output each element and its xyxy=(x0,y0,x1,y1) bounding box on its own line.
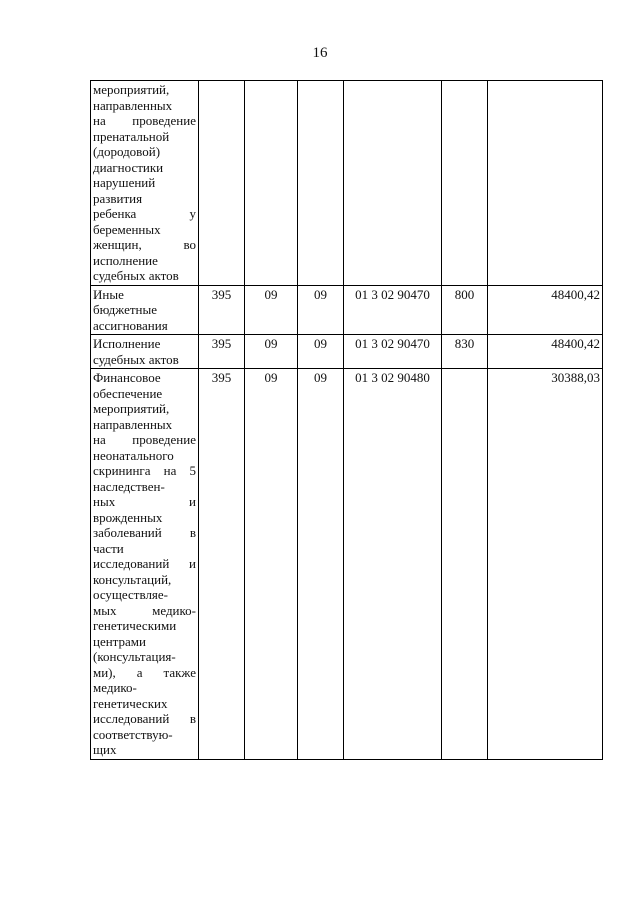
description-line: судебных актов xyxy=(93,351,179,367)
description-line: ных и xyxy=(93,494,196,509)
cell-gr: 395 xyxy=(199,369,245,760)
cell-amount: 48400,42 xyxy=(488,335,603,369)
description-line: исследований в xyxy=(93,711,196,726)
description-line: части xyxy=(93,540,124,556)
description-line: женщин, во xyxy=(93,237,196,252)
description-line: исполнение xyxy=(93,252,158,268)
description-line: Финансовое xyxy=(93,370,161,385)
cell-rz xyxy=(245,81,298,286)
cell-vr xyxy=(442,81,488,286)
row-description xyxy=(91,335,199,369)
description-line: диагностики xyxy=(93,159,164,175)
description-line: судебных актов xyxy=(93,268,179,283)
cell-pr: 09 xyxy=(298,285,344,335)
budget-table xyxy=(90,80,603,760)
description-line: обеспечение xyxy=(93,385,163,401)
description-line: неонатального xyxy=(93,447,174,463)
table-row xyxy=(91,335,603,369)
description-line: осуществляе- xyxy=(93,587,169,602)
cell-pr: 09 xyxy=(298,335,344,369)
cell-rz: 09 xyxy=(245,369,298,760)
row-description xyxy=(91,81,199,286)
description-line: ребенка у xyxy=(93,206,196,221)
description-line: мероприятий, xyxy=(93,401,170,416)
table-row xyxy=(91,369,603,760)
description-line: (консультация- xyxy=(93,649,176,664)
description-line: медико- xyxy=(93,680,137,695)
description-line: нарушений xyxy=(93,175,156,190)
cell-pr xyxy=(298,81,344,286)
table-row xyxy=(91,81,603,286)
description-line: ми), а также xyxy=(93,664,196,680)
cell-amount: 30388,03 xyxy=(488,369,603,760)
cell-csr: 01 3 02 90480 xyxy=(344,369,442,760)
table-row xyxy=(91,285,603,335)
description-line: ассигнования xyxy=(93,317,168,333)
description-line: Иные xyxy=(93,286,124,302)
description-line: центрами xyxy=(93,633,146,649)
description-line: на проведение xyxy=(93,113,196,128)
description-line: генетическими xyxy=(93,618,177,633)
description-line: мых медико- xyxy=(93,602,196,618)
description-line: развития xyxy=(93,190,143,206)
description-line: направленных xyxy=(93,416,173,432)
cell-vr: 830 xyxy=(442,335,488,369)
description-line: консультаций, xyxy=(93,571,172,587)
description-line: Исполнение xyxy=(93,336,161,351)
description-line: наследствен- xyxy=(93,478,165,494)
description-line: на проведение xyxy=(93,432,196,447)
description-line: бюджетные xyxy=(93,302,158,317)
cell-vr: 800 xyxy=(442,285,488,335)
description-line: щих xyxy=(93,742,117,757)
cell-rz: 09 xyxy=(245,285,298,335)
description-line: заболеваний в xyxy=(93,525,196,540)
row-description xyxy=(91,369,199,760)
row-description xyxy=(91,285,199,335)
cell-vr xyxy=(442,369,488,760)
description-line: генетических xyxy=(93,695,168,711)
description-line: исследований и xyxy=(93,556,196,571)
page-number: 16 xyxy=(312,45,328,61)
cell-pr: 09 xyxy=(298,369,344,760)
cell-gr: 395 xyxy=(199,285,245,335)
description-line: пренатальной xyxy=(93,128,170,144)
description-line: (дородовой) xyxy=(93,144,161,159)
cell-amount xyxy=(488,81,603,286)
description-line: скрининга на 5 xyxy=(93,463,196,478)
description-line: беременных xyxy=(93,221,161,237)
cell-gr: 395 xyxy=(199,335,245,369)
cell-amount: 48400,42 xyxy=(488,285,603,335)
cell-csr: 01 3 02 90470 xyxy=(344,285,442,335)
cell-gr xyxy=(199,81,245,286)
cell-rz: 09 xyxy=(245,335,298,369)
description-line: соответствую- xyxy=(93,726,173,742)
description-line: мероприятий, xyxy=(93,82,170,97)
description-line: врожденных xyxy=(93,509,163,525)
description-line: направленных xyxy=(93,97,173,113)
cell-csr: 01 3 02 90470 xyxy=(344,335,442,369)
cell-csr xyxy=(344,81,442,286)
